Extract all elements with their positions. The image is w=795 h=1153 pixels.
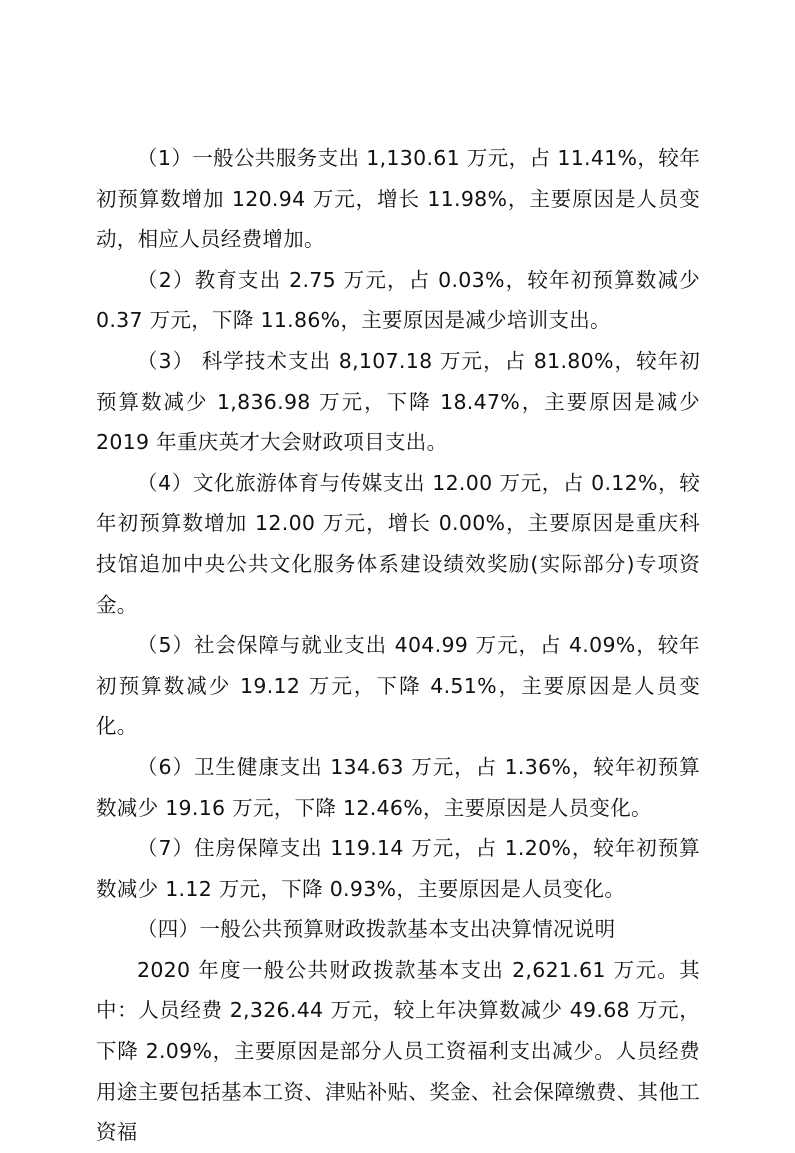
paragraph-basic-expenditure: 2020 年度一般公共财政拨款基本支出 2,621.61 万元。其中：人员经费 2,326.44 万元，较上年决算数减少 49.68 万元，下降 2.09%，主要原因是部分人员工资福利支出减少。人员经费用途主要包括基本工资、津贴补贴、奖金、社会保障缴费、其他工资福 — [96, 957, 700, 1145]
document-body — [96, 138, 700, 1153]
paragraph-culture-tourism: （4）文化旅游体育与传媒支出 12.00 万元，占 0.12%，较年初预算数增加 12.00 万元，增长 0.00%，主要原因是重庆科技馆追加中央公共文化服务体系建设绩效奖励(实际部分)专项资金。 — [96, 470, 700, 617]
paragraph-science-technology: （3） 科学技术支出 8,107.18 万元，占 81.80%，较年初预算数减少 1,836.98 万元，下降 18.47%，主要原因是减少 2019 年重庆英才大会财政项目支出。 — [96, 348, 700, 455]
paragraph-education: （2）教育支出 2.75 万元，占 0.03%，较年初预算数减少 0.37 万元，下降 11.86%，主要原因是减少培训支出。 — [96, 267, 700, 333]
section-heading-basic-expenditure: （四）一般公共预算财政拨款基本支出决算情况说明 — [137, 917, 616, 942]
paragraph-housing: （7）住房保障支出 119.14 万元，占 1.20%，较年初预算数减少 1.12 万元，下降 0.93%，主要原因是人员变化。 — [96, 836, 700, 901]
paragraph-social-security: （5）社会保障与就业支出 404.99 万元，占 4.09%，较年初预算数减少 19.12 万元，下降 4.51%，主要原因是人员变化。 — [96, 633, 700, 739]
paragraph-general-public-services: （1）一般公共服务支出 1,130.61 万元，占 11.41%，较年初预算数增加 120.94 万元，增长 11.98%，主要原因是人员变动，相应人员经费增加。 — [96, 146, 700, 252]
paragraph-health: （6）卫生健康支出 134.63 万元，占 1.36%，较年初预算数减少 19.16 万元，下降 12.46%，主要原因是人员变化。 — [96, 754, 700, 820]
